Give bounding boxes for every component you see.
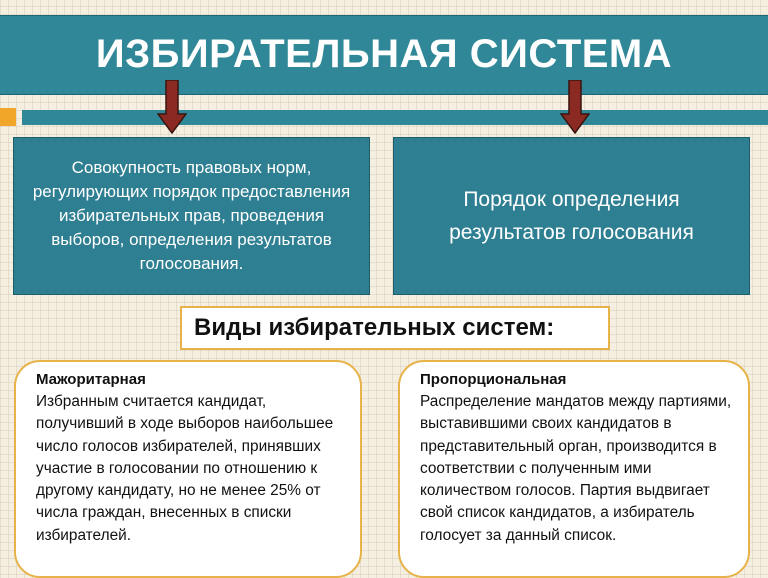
arrow-down-icon-right (560, 80, 590, 134)
definition-text-right: Порядок определения результатов голосования (449, 188, 694, 244)
majoritarian-card (14, 360, 362, 578)
majoritarian-title: Мажоритарная (36, 371, 146, 388)
majoritarian-text: Избранным считается кандидат, получивший в ходе выборов наибольшее число голосов избирателей, принявших участие в голосовании по отношению к другому кандидату, но не менее 25% от числа граждан, внесенных в списки избирателей. (36, 393, 334, 544)
accent-stripe-orange (0, 108, 16, 126)
definition-box-left (13, 137, 370, 295)
proportional-card (398, 360, 750, 578)
proportional-title: Пропорциональная (420, 371, 567, 388)
accent-stripe-teal (22, 110, 768, 125)
types-heading-text: Виды избирательных систем: (194, 314, 555, 341)
definition-text-left: Совокупность правовых норм, регулирующих порядок предоставления избирательных прав, проведения выборов, определения результатов голосования. (32, 158, 351, 273)
proportional-text: Распределение мандатов между партиями, выставившими своих кандидатов в представительный орган, производится в соответствии с полученным ими количеством голосов. Партия выдвигает свой список кандидатов, а избиратель голосует за данный список. (420, 393, 732, 544)
page-title: ИЗБИРАТЕЛЬНАЯ СИСТЕМА (95, 31, 673, 76)
types-heading (180, 306, 610, 350)
definition-box-right (393, 137, 750, 295)
arrow-down-icon-left (157, 80, 187, 134)
